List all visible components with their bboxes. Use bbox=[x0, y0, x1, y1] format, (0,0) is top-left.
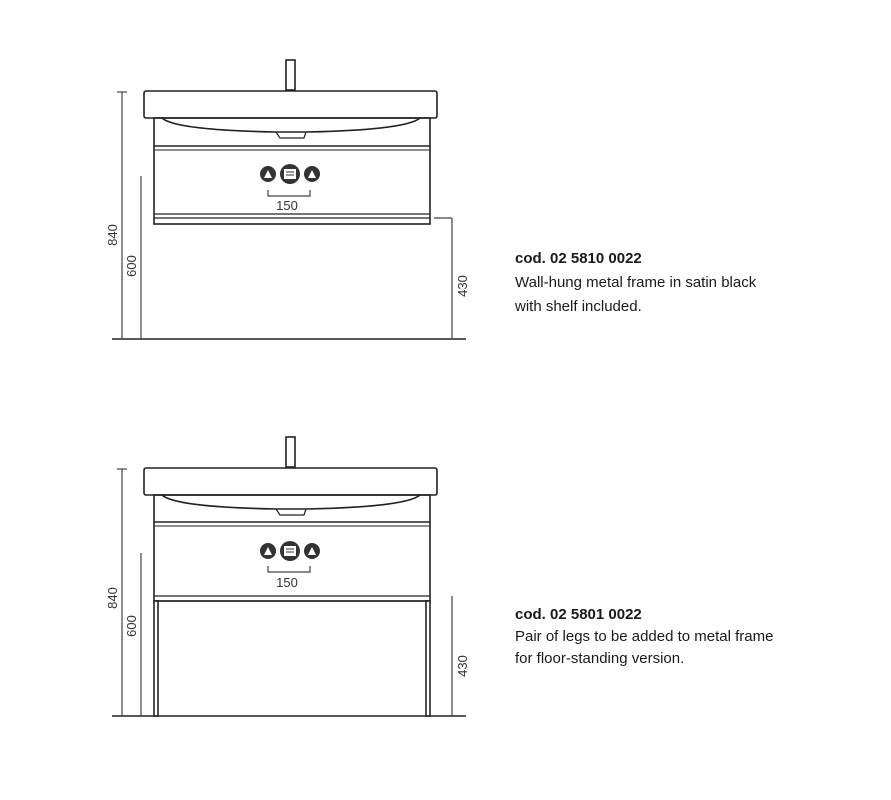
product-code: cod. 02 5810 0022 bbox=[515, 250, 642, 267]
description-line: Pair of legs to be added to metal frame bbox=[515, 628, 774, 645]
description-line: for floor-standing version. bbox=[515, 650, 685, 667]
dim-label-150: 150 bbox=[276, 198, 298, 213]
dim-label-600: 600 bbox=[124, 255, 139, 277]
dim-label-150: 150 bbox=[276, 575, 298, 590]
basin-bowl bbox=[162, 118, 420, 132]
tap-spacing-bracket bbox=[268, 566, 310, 572]
description-line: with shelf included. bbox=[515, 298, 642, 315]
dim-label-430: 430 bbox=[455, 275, 470, 297]
dim-label-430: 430 bbox=[455, 655, 470, 677]
basin-top bbox=[144, 91, 437, 118]
product-code: cod. 02 5801 0022 bbox=[515, 606, 642, 623]
description-line: Wall-hung metal frame in satin black bbox=[515, 274, 757, 291]
tap-spacing-bracket bbox=[268, 190, 310, 196]
faucet bbox=[286, 60, 295, 90]
tap-controls-2 bbox=[260, 541, 320, 561]
dim-label-600: 600 bbox=[124, 615, 139, 637]
caption-floor-standing bbox=[515, 604, 875, 670]
caption-wall-hung bbox=[515, 247, 875, 319]
dim-label-840: 840 bbox=[105, 224, 120, 246]
faucet bbox=[286, 437, 295, 467]
left-leg bbox=[154, 601, 158, 716]
basin-top bbox=[144, 468, 437, 495]
dim-label-840: 840 bbox=[105, 587, 120, 609]
tap-controls-1 bbox=[260, 164, 320, 184]
right-leg bbox=[426, 601, 430, 716]
basin-bowl bbox=[162, 495, 420, 509]
